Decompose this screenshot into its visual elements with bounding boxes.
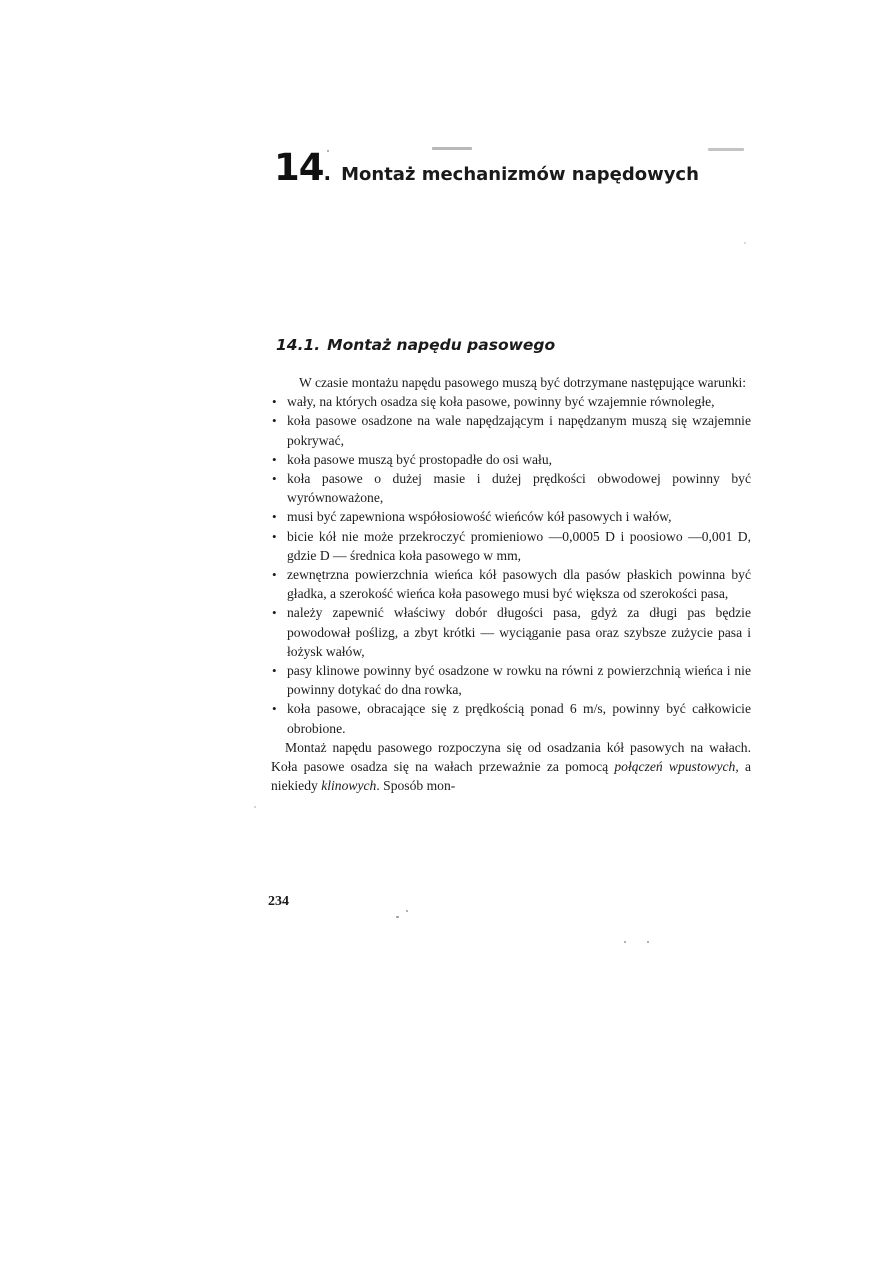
bullet-icon: • [272,394,277,410]
bullet-icon: • [272,605,277,621]
list-item [271,661,751,699]
list-item [271,565,751,603]
bullet-icon: • [272,451,277,467]
scan-speck [396,916,399,918]
list-item-text: koła pasowe muszą być prostopadłe do osi wału, [287,451,553,467]
list-item-text: należy zapewnić właściwy dobór długości pasa, gdyż za długi pas będzie powodował poślizg, a zbyt krótki — wyciąganie pasa oraz szybsze zużycie pasa i łożysk wałów, [287,605,751,659]
scan-speck [327,150,329,152]
list-item-text: pasy klinowe powinny być osadzone w rowku na równi z powierzchnią wieńca i nie powinny dotykać do dna rowka, [287,663,751,698]
list-item [271,392,751,411]
section-number: 14.1. [276,336,321,354]
scan-speck [624,941,626,943]
bullet-icon: • [272,663,277,679]
list-item-text: koła pasowe o dużej masie i dużej prędkości obwodowej powinny być wyrównoważone, [287,471,751,506]
chapter-number-dot: . [323,161,332,185]
chapter-number: 14 [274,146,324,189]
list-item-text: wały, na których osadza się koła pasowe, powinny być wzajemnie równoległe, [287,394,715,410]
list-item [271,603,751,661]
scan-speck [708,148,744,151]
list-item [271,699,751,737]
list-item [271,411,751,449]
chapter-title: Montaż mechanizmów napędowych [341,164,699,185]
bullet-icon: • [272,567,277,583]
scan-speck [647,941,649,943]
list-item-text: koła pasowe osadzone na wale napędzającym i napędzanym muszą się wzajemnie pokrywać, [287,413,751,448]
closing-text: , a niekiedy [271,759,751,794]
list-item [271,527,751,565]
section-title: Montaż napędu pasowego [327,336,556,354]
bullet-icon: • [272,509,277,525]
list-item [271,450,751,469]
bullet-icon: • [272,701,277,717]
bullet-icon: • [272,528,277,544]
list-item-text: zewnętrzna powierzchnia wieńca kół pasowych dla pasów płaskich powinna być gładka, a szerokość wieńca koła pasowego musi być większa od szerokości pasa, [287,567,751,602]
page-number: 234 [268,894,289,909]
scan-speck [744,242,746,244]
list-item [271,469,751,507]
body-text [271,373,751,795]
list-item-text: koła pasowe, obracające się z prędkością ponad 6 m/s, powinny być całkowicie obrobione. [287,701,751,736]
closing-emphasis: połączeń wpustowych [614,759,736,775]
list-item [271,507,751,526]
bullet-icon: • [272,413,277,429]
closing-text: . Sposób mon- [376,778,456,794]
section-heading [276,336,555,354]
list-item-text: bicie kół nie może przekroczyć promieniowo —0,0005 D i poosiowo —0,001 D, gdzie D — średnica koła pasowego w mm, [287,528,751,563]
scan-speck [254,806,256,808]
closing-paragraph [271,738,751,796]
bullet-icon: • [272,471,277,487]
chapter-heading [274,146,699,189]
conditions-list [271,392,751,738]
list-item-text: musi być zapewniona współosiowość wieńców kół pasowych i wałów, [287,509,672,525]
closing-emphasis: klinowych [321,778,377,794]
scan-speck [432,147,472,150]
scan-speck [406,910,408,912]
closing-text: Montaż napędu pasowego rozpoczyna się od osadzania kół pasowych na wałach. Koła pasowe osadza się na wałach przeważnie za pomocą [271,739,751,775]
intro-paragraph: W czasie montażu napędu pasowego muszą być dotrzymane następujące warunki: [299,375,747,390]
